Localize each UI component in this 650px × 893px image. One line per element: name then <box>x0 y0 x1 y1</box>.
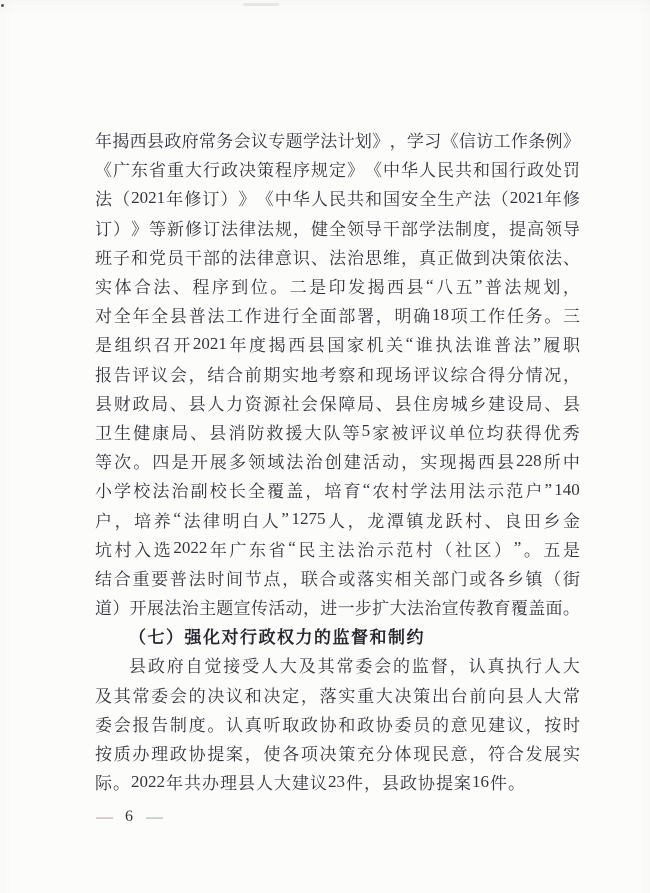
text-line: 县 政 府 自 觉 接 受 人 大 及 其 常 委 会 的 监 督 ， 认 真 执 行 人 大 <box>129 657 580 677</box>
text-line: 县 财 政 局 、 县 人 力 资 源 社 会 保 障 局 、 县 住 房 城 乡 建 设 局 、 县 <box>95 394 580 414</box>
text-line: 卫 生 健 康 局 、 县 消 防 救 援 大 队 等 5 家 被 评 议 单 位 均 获 得 优 秀 <box>95 421 580 443</box>
text-line: 际 。 2022 年 共 办 理 县 人 大 建 议 23 件 ， 县 政 协 提 案 16 件 。 <box>95 771 525 794</box>
text-line: 按 质 办 理 政 协 提 案 ， 使 各 项 决 策 充 分 体 现 民 意 ， 符 合 发 展 实 <box>95 745 580 765</box>
scan-speck <box>243 3 279 6</box>
document-body <box>95 125 580 796</box>
text-line: 《 广 东 省 重 大 行 政 决 策 程 序 规 定 》 《 中 华 人 民 共 和 国 行 政 处 罚 <box>95 161 580 181</box>
text-line: 结 合 重 要 普 法 时 间 节 点 ， 联 合 或 落 实 相 关 部 门 或 各 乡 镇 （ 街 <box>95 569 580 589</box>
text-line: 报 告 评 议 会 ， 结 合 前 期 实 地 考 察 和 现 场 评 议 综 合 得 分 情 况 ， <box>95 365 580 385</box>
text-line: 是 组 织 召 开 2021 年 度 揭 西 县 国 家 机 关 “ 谁 执 法 谁 普 法 ” 履 职 <box>95 333 580 356</box>
text-line: 订 ） 》 等 新 修 订 法 律 法 规 ， 健 全 领 导 干 部 学 法 制 度 ， 提 高 领 导 <box>95 219 580 239</box>
text-line: 道 ） 开 展 法 治 主 题 宣 传 活 动 ， 进 一 步 扩 大 法 治 宣 传 教 育 覆 盖 面 。 <box>95 599 580 619</box>
text-line: 及 其 常 委 会 的 决 议 和 决 定 ， 落 实 重 大 决 策 出 台 前 向 县 人 大 常 <box>95 686 580 706</box>
text-line: 等 次 。 四 是 开 展 多 领 域 法 治 创 建 活 动 ， 实 现 揭 西 县 228 所 中 <box>95 450 580 473</box>
text-line: 委 会 报 告 制 度 。 认 真 听 取 政 协 和 政 协 委 员 的 意 见 建 议 ， 按 时 <box>95 715 580 735</box>
text-line: 对 全 年 全 县 普 法 工 作 进 行 全 面 部 署 ， 明 确 18 项 工 作 任 务 。 三 <box>95 304 580 327</box>
text-line: 坑 村 入 选 2022 年 广 东 省 “ 民 主 法 治 示 范 村 （ 社 区 ） ” 。 五 是 <box>95 538 580 560</box>
scan-speck <box>1 4 4 7</box>
text-line: 小 学 校 法 治 副 校 长 全 覆 盖 ， 培 育 “ 农 村 学 法 用 法 示 范 户 ” 140 <box>95 479 580 502</box>
footer-dash-right: — <box>146 807 162 826</box>
text-line: 班 子 和 党 员 干 部 的 法 律 意 识 、 法 治 思 维 ， 真 正 做 到 决 策 依 法 、 <box>95 248 580 268</box>
text-line: 户 ， 培 养 “ 法 律 明 白 人 ” 1275 人 ， 龙 潭 镇 龙 跃 村 、 良 田 乡 金 <box>95 509 580 531</box>
text-line: 法 （ 2021 年 修 订 ） 》 《 中 华 人 民 共 和 国 安 全 生 产 法 （ 2021 年 修 <box>95 187 580 210</box>
text-line: 实 体 合 法 、 程 序 到 位 。 二 是 印 发 揭 西 县 “ 八 五 ” 普 法 规 划 ， <box>95 275 580 298</box>
footer-dash-left: — <box>96 807 112 826</box>
text-line: 年 揭 西 县 政 府 常 务 会 议 专 题 学 法 计 划 》 ， 学 习 《 信 访 工 作 条 例 》 <box>95 132 580 152</box>
heading-line: （ 七 ） 强 化 对 行 政 权 力 的 监 督 和 制 约 <box>129 628 424 648</box>
page-footer <box>96 806 162 828</box>
page-number: 6 <box>125 808 133 825</box>
